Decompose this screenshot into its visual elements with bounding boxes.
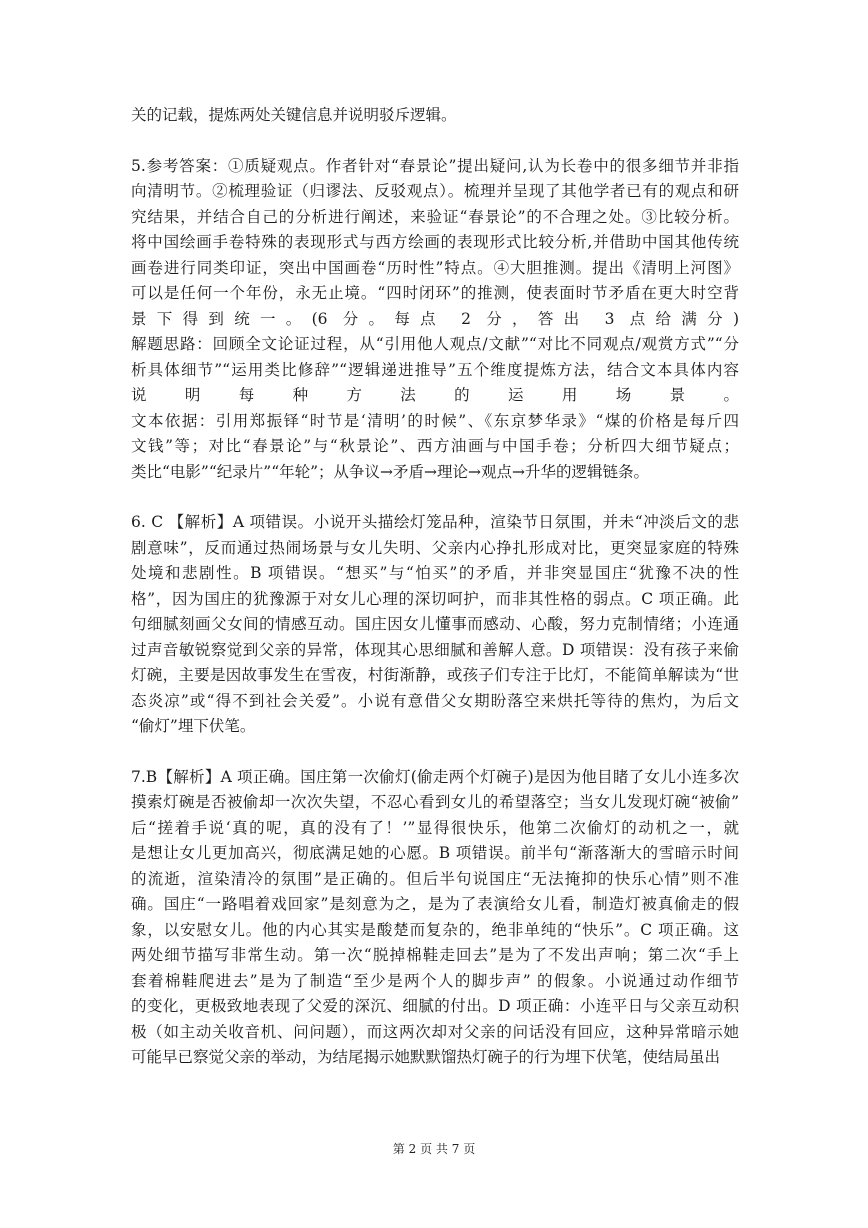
text-line: 过声音敏锐察觉到父亲的异常，体现其心思细腻和善解人意。D 项错误：没有孩子来偷 [131,640,739,659]
text-line: 向清明节。②梳理验证（归谬法、反驳观点）。梳理并呈现了其他学者已有的观点和研 [131,182,739,200]
footer-prefix: 第 [392,1142,405,1156]
text-line: 类比“电影”“纪录片”“年轮”；从争议→矛盾→理论→观点→升华的逻辑链条。 [131,462,649,481]
paragraph-gap [131,129,739,154]
text-line: 摸索灯碗是否被偷却一次次失望，不忍心看到女儿的希望落空；当女儿发现灯碗“被偷” [131,793,739,811]
paragraph [131,765,739,1071]
paragraph [131,103,739,129]
text-line: 7.B【解析】A 项正确。国庄第一次偷灯(偷走两个灯碗子)是因为他目睹了女儿小连多次 [131,767,739,786]
text-line: 文本依据：引用郑振铎“时节是‘清明’的时候”、《东京梦华录》“煤的价格是每斤四 [131,411,739,430]
text-line: 象，以安慰女儿。他的内心其实是酸楚而复杂的，绝非单纯的“快乐”。C 项正确。这 [131,920,739,939]
text-line: 6. C 【解析】A 项错误。小说开头描绘灯笼品种，渲染节日氛围，并未“冲淡后文的悲 [131,513,739,531]
paragraph-gap [131,485,739,510]
text-line: 说明每种方法的运用场景。 [131,386,739,404]
document-body [131,103,739,1071]
paragraph [131,154,739,486]
text-line: 确。国庄“一路唱着戏回家”是刻意为之，是为了表演给女儿看，制造灯被真偷走的假 [131,895,739,913]
text-line: 的流逝，渲染清冷的氛围”是正确的。但后半句说国庄“无法掩抑的快乐心情”则不准 [131,869,739,888]
text-line: 可以是任何一个年份，永无止境。“四时闭环”的推测，使表面时节矛盾在更大时空背 [131,284,739,302]
text-line: “偷灯”埋下伏笔。 [131,717,256,735]
footer-suffix: 页 [463,1142,476,1156]
paragraph [131,510,739,740]
footer-total-pages: 7 [451,1142,460,1156]
text-line: 格”，因为国庄的犹豫源于对女儿心理的深切呵护，而非其性格的弱点。C 项正确。此 [131,589,739,608]
footer-page-number: 2 [408,1142,417,1156]
paragraph-gap [131,740,739,765]
text-line: 剧意味”，反而通过热闹场景与女儿失明、父亲内心挣扎形成对比，更突显家庭的特殊 [131,538,739,557]
text-line: 后“搓着手说‘真的呢，真的没有了！’”显得很快乐，他第二次偷灯的动机之一，就 [131,818,739,837]
text-line: 灯碗，主要是因故事发生在雪夜，村街渐静，或孩子们专注于比灯，不能简单解读为“世 [131,666,739,684]
text-line: 极（如主动关收音机、问问题），而这两次却对父亲的问话没有回应，这种异常暗示她 [131,1022,739,1041]
page-footer [0,1140,868,1157]
text-line: 的变化，更极致地表现了父爱的深沉、细腻的付出。D 项正确：小连平日与父亲互动积 [131,997,739,1015]
text-line: 画卷进行同类印证，突出中国画卷“历时性”特点。④大胆推测。提出《清明上河图》 [131,258,739,277]
text-line: 两处细节描写非常生动。第一次“脱掉棉鞋走回去”是为了不发出声响；第二次“手上 [131,946,739,964]
text-line: 句细腻刻画父女间的情感互动。国庄因女儿懂事而感动、心酸，努力克制情绪；小连通 [131,615,739,633]
text-line: 可能早已察觉父亲的举动，为结尾揭示她默默馏热灯碗子的行为埋下伏笔，使结局虽出 [131,1048,721,1066]
text-line: 解题思路：回顾全文论证过程，从“引用他人观点/文献”“对比不同观点/观赏方式”“分 [131,335,739,353]
text-line: 态炎凉”或“得不到社会关爱”。小说有意借父女期盼落空来烘托等待的焦灼，为后文 [131,691,739,710]
text-line: 套着棉鞋爬进去”是为了制造“至少是两个人的脚步声” 的假象。小说通过动作细节 [131,971,739,990]
text-line: 析具体细节”“运用类比修辞”“逻辑递进推导”五个维度提炼方法，结合文本具体内容 [131,360,739,379]
text-line: 景下得到统一。(6 分。每点 2 分，答出 3 点给满分) [131,309,739,328]
text-line: 文钱”等；对比“春景论”与“秋景论”、西方油画与中国手卷；分析四大细节疑点； [131,437,739,455]
text-line: 将中国绘画手卷特殊的表现形式与西方绘画的表现形式比较分析,并借助中国其他传统 [131,233,739,251]
text-line: 处境和悲剧性。B 项错误。“想买”与“怕买”的矛盾，并非突显国庄“犹豫不决的性 [131,564,739,582]
text-line: 5.参考答案：①质疑观点。作者针对“春景论”提出疑问,认为长卷中的很多细节并非指 [131,156,739,175]
footer-mid: 页 共 [420,1142,448,1156]
text-line: 关的记载，提炼两处关键信息并说明驳斥逻辑。 [131,106,457,124]
text-line: 究结果，并结合自己的分析进行阐述，来验证“春景论”的不合理之处。③比较分析。 [131,207,739,226]
text-line: 是想让女儿更加高兴，彻底满足她的心愿。B 项错误。前半句“渐落渐大的雪暗示时间 [131,844,739,862]
